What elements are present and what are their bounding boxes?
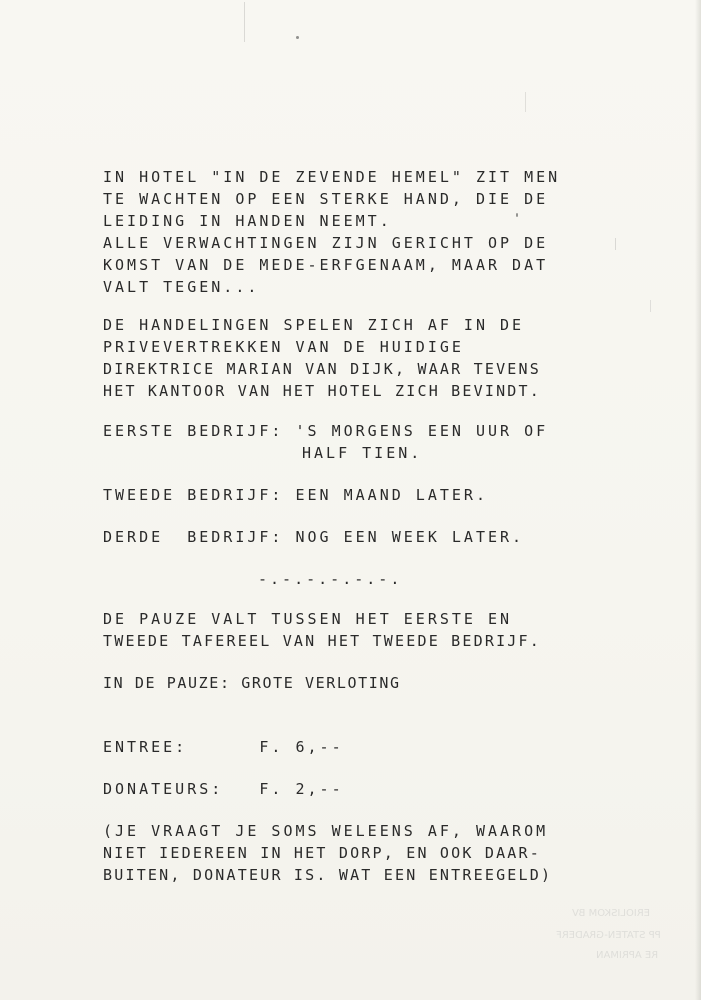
show-through-mark: RE APRIMAN: [596, 950, 659, 961]
text-line: DE PAUZE VALT TUSSEN HET EERSTE EN: [103, 610, 513, 628]
ink-mark: [615, 238, 616, 250]
ink-speck: [296, 36, 299, 39]
page-edge-shadow: [695, 0, 701, 1000]
text-line: KOMST VAN DE MEDE-ERFGENAAM, MAAR DAT: [103, 256, 549, 274]
ink-mark: [525, 92, 526, 112]
text-line: PRIVEVERTREKKEN VAN DE HUIDIGE: [103, 338, 464, 356]
ink-speck: [516, 213, 518, 217]
text-line: BUITEN, DONATEUR IS. WAT EEN ENTREEGELD): [103, 866, 553, 884]
ink-mark: [244, 2, 245, 42]
text-line: TE WACHTEN OP EEN STERKE HAND, DIE DE: [103, 190, 549, 208]
text-line: IN HOTEL "IN DE ZEVENDE HEMEL" ZIT MEN: [103, 168, 561, 186]
separator-line: -.-.-.-.-.-.: [258, 570, 403, 588]
text-line: HET KANTOOR VAN HET HOTEL ZICH BEVINDT.: [103, 382, 541, 400]
text-line: VALT TEGEN...: [103, 278, 260, 296]
text-line: NIET IEDEREEN IN HET DORP, EN OOK DAAR-: [103, 844, 541, 862]
text-line: LEIDING IN HANDEN NEEMT.: [103, 212, 392, 230]
price-line-donateurs: DONATEURS: F. 2,--: [103, 780, 344, 798]
text-line: DIREKTRICE MARIAN VAN DIJK, WAAR TEVENS: [103, 360, 541, 378]
show-through-mark: PP STATEN-GRADERF: [556, 930, 661, 941]
act-line: EERSTE BEDRIJF: 'S MORGENS EEN UUR OF: [103, 422, 549, 440]
act-line: TWEEDE BEDRIJF: EEN MAAND LATER.: [103, 486, 488, 504]
text-line: ALLE VERWACHTINGEN ZIJN GERICHT OP DE: [103, 234, 549, 252]
act-line: DERDE BEDRIJF: NOG EEN WEEK LATER.: [103, 528, 525, 546]
act-line: HALF TIEN.: [302, 444, 423, 462]
text-line: IN DE PAUZE: GROTE VERLOTING: [103, 674, 401, 692]
ink-mark: [650, 300, 651, 312]
text-line: TWEEDE TAFEREEL VAN HET TWEEDE BEDRIJF.: [103, 632, 541, 650]
show-through-mark: ERIOLISKOM BV: [572, 908, 651, 919]
text-line: DE HANDELINGEN SPELEN ZICH AF IN DE: [103, 316, 525, 334]
price-line-entree: ENTREE: F. 6,--: [103, 738, 344, 756]
text-line: (JE VRAAGT JE SOMS WELEENS AF, WAAROM: [103, 822, 549, 840]
